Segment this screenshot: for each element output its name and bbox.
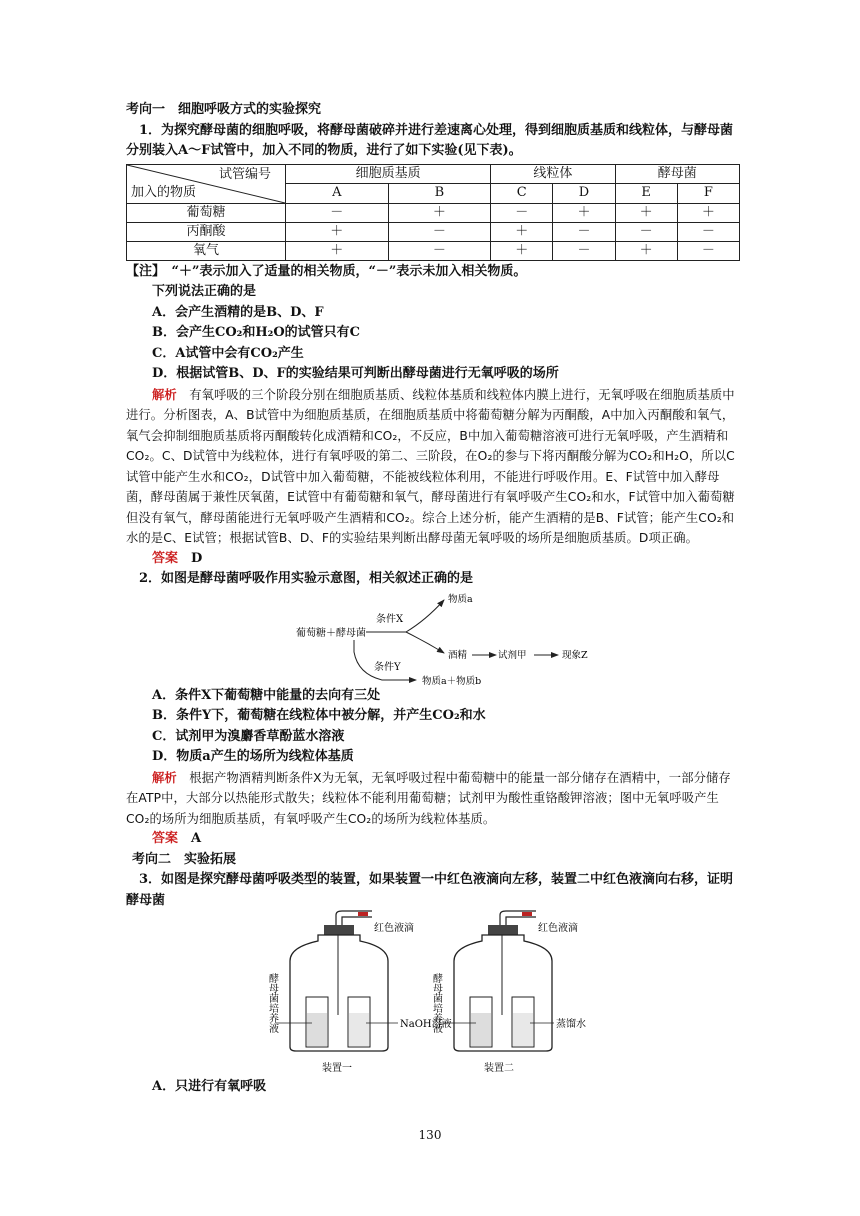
jar-1 (290, 935, 388, 1051)
table-cell: ＋ (388, 203, 491, 222)
q1-option-a: A．会产生酒精的是B、D、F (152, 304, 324, 320)
table-cell: ＋ (286, 222, 389, 241)
cond-y-label: 条件Y (374, 661, 401, 673)
section-heading-1: 考向一 细胞呼吸方式的实验探究 (126, 102, 322, 117)
q2-option-a: A．条件X下葡萄糖中能量的去向有三处 (152, 687, 381, 703)
corner-top-label: 试管编号 (218, 166, 271, 182)
table-cell: ＋ (615, 203, 677, 222)
group-header: 细胞质基质 (286, 164, 491, 184)
table-cell: － (491, 203, 553, 222)
analysis-label: 解析 (152, 387, 177, 402)
culture-label-1: 酵母菌培养液 (266, 973, 278, 1033)
culture-label-2: 酵母菌培养液 (430, 973, 442, 1033)
q3-stem: 3．如图是探究酵母菌呼吸类型的装置，如果装置一中红色液滴向左移，装置二中红色液滴向右移，证明酵母菌 (126, 872, 734, 908)
answer-value: D (191, 550, 203, 566)
experiment-table (126, 164, 740, 261)
analysis-text: 根据产物酒精判断条件X为无氧，无氧呼吸过程中葡萄糖中的能量一部分储存在酒精中，一部分储存在ATP中，大部分以热能形式散失；线粒体不能利用葡萄糖；试剂甲为酸性重铬酸钾溶液；图中无氧呼吸产生CO₂的场所为细胞质基质，有氧呼吸产生CO₂的场所为线粒体基质。 (126, 770, 731, 826)
analysis-label: 解析 (152, 770, 177, 785)
q1-option-b: B．会产生CO₂和H₂O的试管只有C (152, 325, 361, 340)
table-cell: － (388, 222, 491, 241)
yeast-apparatus-figure (126, 911, 740, 1074)
q1-option-d: D．根据试管B、D、F的实验结果可判断出酵母菌进行无氧呼吸的场所 (152, 366, 559, 381)
table-cell: ＋ (491, 222, 553, 241)
q1-stem: 1．为探究酵母菌的细胞呼吸，将酵母菌破碎并进行差速离心处理，得到细胞质基质和线粒体，与酵母菌分别装入A～F试管中，加入不同的物质，进行了如下实验(见下表)。 (126, 122, 734, 158)
stopper-1 (324, 925, 354, 935)
tube-header: C (491, 184, 553, 204)
device-label-1: 装置一 (322, 1063, 352, 1074)
tube-header: D (553, 184, 615, 204)
q2-option-b: B．条件Y下，葡萄糖在线粒体中被分解，并产生CO₂和水 (152, 708, 486, 723)
table-cell: － (677, 241, 739, 260)
drop-label-1: 红色液滴 (374, 923, 414, 934)
table-note: 【注】 “＋”表示加入了适量的相关物质，“－”表示未加入相关物质。 (126, 263, 527, 279)
water-label: 蒸馏水 (556, 1019, 586, 1030)
table-cell: ＋ (553, 203, 615, 222)
table-cell: ＋ (615, 241, 677, 260)
table-row (127, 241, 740, 260)
q1-answer (126, 549, 740, 570)
mat-ab-label: 物质a＋物质b (422, 675, 482, 687)
page-number: 130 (418, 1128, 442, 1142)
device-label-2: 装置二 (484, 1063, 514, 1074)
row-label: 葡萄糖 (127, 203, 286, 222)
answer-label: 答案 (152, 831, 179, 846)
q2-analysis (126, 768, 740, 830)
table-row (127, 203, 740, 222)
answer-label: 答案 (152, 550, 179, 566)
table-cell: － (553, 222, 615, 241)
table-cell: － (553, 241, 615, 260)
section-heading-2: 考向二 实验拓展 (132, 851, 237, 867)
q2-option-c: C．试剂甲为溴麝香草酚蓝水溶液 (152, 728, 345, 744)
table-cell: ＋ (491, 241, 553, 260)
tube-header: A (286, 184, 389, 204)
table-cell: ＋ (677, 203, 739, 222)
table-cell: － (615, 222, 677, 241)
row-label: 丙酮酸 (127, 222, 286, 241)
respiration-diagram (126, 590, 740, 686)
group-header: 线粒体 (491, 164, 615, 184)
corner-bottom-label: 加入的物质 (131, 184, 197, 200)
alcohol-label: 酒精 (448, 649, 468, 661)
table-corner-cell (127, 164, 286, 203)
red-drop-2 (522, 912, 532, 916)
arrow-to-alcohol (406, 632, 444, 653)
device-two (440, 911, 554, 1051)
table-row (127, 222, 740, 241)
answer-value: A (191, 831, 202, 846)
tube-header: F (677, 184, 739, 204)
tube-header: B (388, 184, 491, 204)
table-cell: ＋ (286, 241, 389, 260)
red-drop-1 (358, 912, 368, 916)
reagent-label: 试剂甲 (498, 649, 527, 661)
table-cell: － (677, 222, 739, 241)
q1-analysis (126, 385, 740, 549)
table-cell: － (388, 241, 491, 260)
mat-a-label: 物质a (448, 593, 473, 605)
naoh-label: NaOH溶液 (400, 1019, 452, 1030)
q2-option-d: D．物质a产生的场所为线粒体基质 (152, 749, 354, 764)
q1-option-c: C．A试管中会有CO₂产生 (152, 345, 304, 361)
analysis-text: 有氧呼吸的三个阶段分别在细胞质基质、线粒体基质和线粒体内膜上进行，无氧呼吸在细胞质基质中进行。分析图表，A、B试管中为细胞质基质，在细胞质基质中将葡萄糖分解为丙酮酸，A中加入丙酮酸和氧气，氧气会抑制细胞质基质将丙酮酸转化成酒精和CO₂，不反应，B中加入葡萄糖溶液可进行无氧呼吸，产生酒精和CO₂。C、D试管中为线粒体，进行有氧呼吸的第二、三阶段，在O₂的参与下将丙酮酸分解为CO₂和H₂O，所以C试管中能产生水和CO₂，D试管中加入葡萄糖，不能被线粒体利用，不能进行呼吸作用。E、F试管中加入酵母菌，酵母菌属于兼性厌氧菌，E试管中有葡萄糖和氧气，酵母菌进行有氧呼吸产生CO₂和水，F试管中加入葡萄糖但没有氧气，酵母菌能进行无氧呼吸产生酒精和CO₂。综合上述分析，能产生酒精的是B、F试管；能产生CO₂和水的是C、E试管；根据试管B、D、F的实验结果判断出酵母菌无氧呼吸的场所是细胞质基质。D项正确。 (126, 387, 735, 545)
page-body (126, 100, 740, 1098)
q1-ask: 下列说法正确的是 (152, 284, 257, 299)
table-cell: － (286, 203, 389, 222)
stopper-2 (488, 925, 518, 935)
q2-stem: 2．如图是酵母菌呼吸作用实验示意图，相关叙述正确的是 (139, 571, 474, 586)
jar-2 (454, 935, 552, 1051)
q2-answer (126, 829, 740, 850)
cond-x-label: 条件X (376, 613, 404, 625)
tube-header: E (615, 184, 677, 204)
group-header: 酵母菌 (615, 164, 739, 184)
phenomenon-label: 现象Z (562, 649, 588, 661)
drop-label-2: 红色液滴 (538, 923, 578, 934)
diagram-start: 葡萄糖＋酵母菌 (296, 627, 366, 639)
row-label: 氧气 (127, 241, 286, 260)
arrow-to-ab (354, 640, 416, 680)
q3-option-a: A．只进行有氧呼吸 (152, 1079, 267, 1094)
